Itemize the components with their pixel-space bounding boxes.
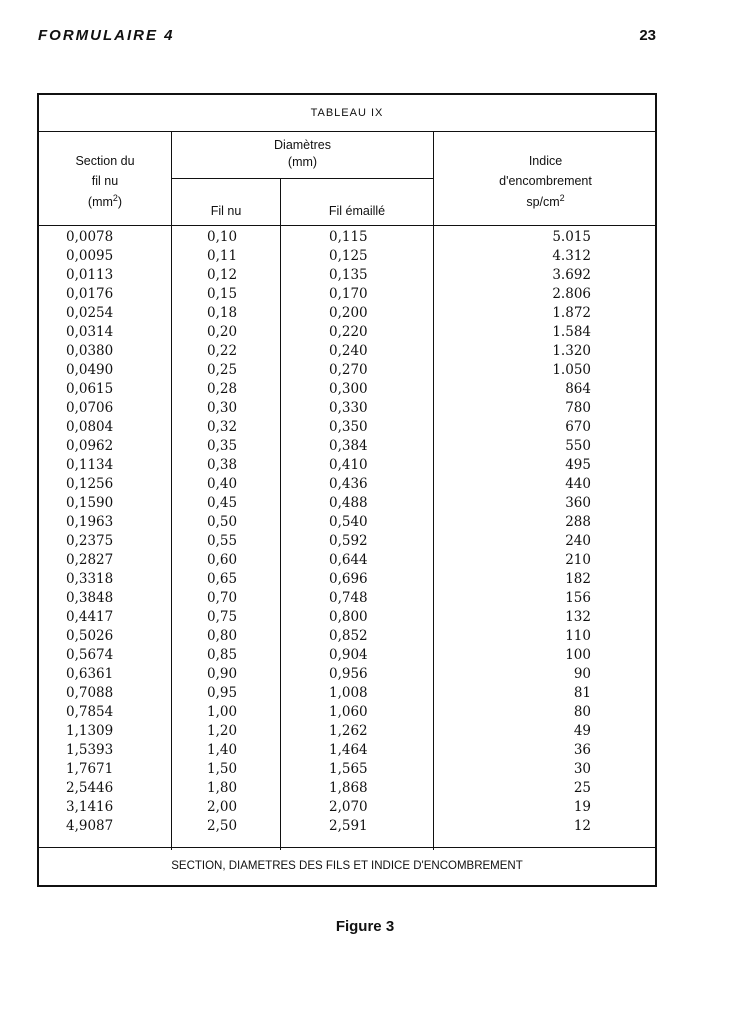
table-cell: 0,11 [207,248,238,264]
table-cell: 1,008 [329,685,368,701]
table-cell: 0,30 [207,400,238,416]
table-cell: 0,800 [329,609,368,625]
table-cell: 1.872 [552,305,591,321]
table-cell: 0,4417 [66,609,114,625]
table-cell: 1,1309 [66,723,114,739]
table-cell: 0,95 [207,685,238,701]
table-cell: 1.584 [552,324,591,340]
table-cell: 0,20 [207,324,238,340]
table-cell: 0,40 [207,476,238,492]
table-cell: 0,436 [329,476,368,492]
table-cell: 0,0254 [66,305,114,321]
table-cell: 2,070 [329,799,368,815]
table-cell: 12 [573,818,591,834]
table-cell: 0,956 [329,666,368,682]
table-cell: 0,240 [329,343,368,359]
figure-caption: Figure 3 [335,918,395,935]
table-cell: 0,15 [207,286,238,302]
table-cell: 80 [573,704,591,720]
table-cell: 0,90 [207,666,238,682]
table-cell: 0,748 [329,590,368,606]
table-cell: 3.692 [552,267,591,283]
table-cell: 0,3848 [66,590,114,606]
table-cell: 2,50 [207,818,238,834]
table-cell: 0,904 [329,647,368,663]
table-cell: 110 [565,628,591,644]
table-cell: 1,5393 [66,742,114,758]
table-cell: 0,55 [207,533,238,549]
table-cell: 5.015 [552,229,591,245]
table-cell: 0,1963 [66,514,114,530]
table-cell: 36 [573,742,591,758]
table-cell: 0,50 [207,514,238,530]
table-cell: 210 [565,552,591,568]
table-cell: 0,60 [207,552,238,568]
table-cell: 0,0314 [66,324,114,340]
table-cell: 132 [565,609,591,625]
table-cell: 30 [573,761,591,777]
table-cell: 0,125 [329,248,368,264]
section-column [66,228,113,836]
table-cell: 100 [565,647,591,663]
table-cell: 288 [565,514,591,530]
table-cell: 3,1416 [66,799,114,815]
table-cell: 0,45 [207,495,238,511]
table-cell: 0,32 [207,419,238,435]
table-cell: 2.806 [552,286,591,302]
table-cell: 4.312 [552,248,591,264]
table-cell: 780 [565,400,591,416]
table-cell: 0,3318 [66,571,114,587]
fil-emaille-column [329,228,368,836]
col-divider-2 [280,178,281,850]
table-cell: 0,70 [207,590,238,606]
page-number: 23 [639,27,656,44]
table-cell: 1.320 [552,343,591,359]
table-cell: 0,28 [207,381,238,397]
table-cell: 0,35 [207,438,238,454]
table-cell: 1,20 [207,723,238,739]
table-cell: 0,6361 [66,666,114,682]
header-fil-nu: Fil nu [210,204,242,218]
table-cell: 0,330 [329,400,368,416]
table-cell: 0,5026 [66,628,114,644]
table-cell: 550 [565,438,591,454]
table-cell: 0,1134 [66,457,114,473]
table-cell: 0,488 [329,495,368,511]
table-cell: 0,135 [329,267,368,283]
table-cell: 0,75 [207,609,238,625]
table-cell: 4,9087 [66,818,114,834]
table-cell: 0,115 [329,229,368,245]
table-cell: 0,18 [207,305,238,321]
table-cell: 1,80 [207,780,238,796]
table-cell: 1,262 [329,723,368,739]
table-cell: 1,7671 [66,761,114,777]
header-diametres: Diamètres (mm) [274,138,331,169]
table-cell: 0,270 [329,362,368,378]
table-cell: 0,22 [207,343,238,359]
header-fil-emaille: Fil émaillé [328,204,386,218]
table-cell: 864 [565,381,591,397]
table-cell: 0,12 [207,267,238,283]
table-cell: 1,060 [329,704,368,720]
table-cell: 0,0078 [66,229,114,245]
table-cell: 1,50 [207,761,238,777]
header-section: Section du fil nu $(mm^2)$ [75,154,135,210]
table-cell: 0,410 [329,457,368,473]
table-cell: 0,1256 [66,476,114,492]
table-cell: 81 [573,685,591,701]
table-cell: 0,0380 [66,343,114,359]
table-cell: 0,38 [207,457,238,473]
table-cell: 25 [573,780,591,796]
indice-column [499,228,591,836]
table-cell: 360 [565,495,591,511]
table-cell: 49 [573,723,591,739]
table-cell: 156 [565,590,591,606]
table-cell: 0,65 [207,571,238,587]
data-table [37,93,657,887]
header-indice: Indice d'encombrement $sp/cm^2$ [499,154,592,210]
table-cell: 0,540 [329,514,368,530]
table-cell: 0,0113 [66,267,114,283]
table-cell: 0,852 [329,628,368,644]
table-cell: 0,200 [329,305,368,321]
table-cell: 440 [565,476,591,492]
table-cell: 0,7088 [66,685,114,701]
table-cell: 1,565 [329,761,368,777]
header-bottom-line [39,225,655,226]
table-cell: 0,0095 [66,248,114,264]
table-cell: 0,0490 [66,362,114,378]
diametres-divider [172,178,433,179]
table-cell: 0,592 [329,533,368,549]
table-cell: 1,464 [329,742,368,758]
table-cell: 0,170 [329,286,368,302]
table-cell: 0,5674 [66,647,114,663]
table-cell: 2,5446 [66,780,114,796]
table-title: TABLEAU IX [39,95,655,132]
table-cell: 0,2375 [66,533,114,549]
table-cell: 0,25 [207,362,238,378]
table-cell: 0,0615 [66,381,114,397]
table-cell: 0,0176 [66,286,114,302]
table-cell: 0,7854 [66,704,114,720]
table-cell: 240 [565,533,591,549]
table-cell: 495 [565,457,591,473]
table-cell: 670 [565,419,591,435]
table-cell: 0,1590 [66,495,114,511]
table-cell: 0,85 [207,647,238,663]
table-cell: 0,220 [329,324,368,340]
table-cell: 2,591 [329,818,368,834]
table-caption: SECTION, DIAMETRES DES FILS ET INDICE D'ENCOMBREMENT [39,847,655,885]
table-cell: 1.050 [552,362,591,378]
table-cell: 0,350 [329,419,368,435]
table-cell: 19 [573,799,591,815]
table-cell: 1,00 [207,704,238,720]
table-cell: 90 [573,666,591,682]
col-divider-3 [433,131,434,850]
fil-nu-column [207,228,237,836]
table-cell: 0,300 [329,381,368,397]
table-cell: 0,0804 [66,419,114,435]
col-divider-1 [171,131,172,850]
table-cell: 0,696 [329,571,368,587]
table-cell: 1,868 [329,780,368,796]
table-cell: 182 [565,571,591,587]
table-cell: 0,0706 [66,400,114,416]
table-cell: 2,00 [207,799,238,815]
table-cell: 0,384 [329,438,368,454]
table-cell: 0,0962 [66,438,114,454]
table-cell: 0,80 [207,628,238,644]
running-title: FORMULAIRE 4 [38,27,175,44]
table-cell: 0,2827 [66,552,114,568]
table-cell: 0,644 [329,552,368,568]
table-cell: 0,10 [207,229,238,245]
table-cell: 1,40 [207,742,238,758]
